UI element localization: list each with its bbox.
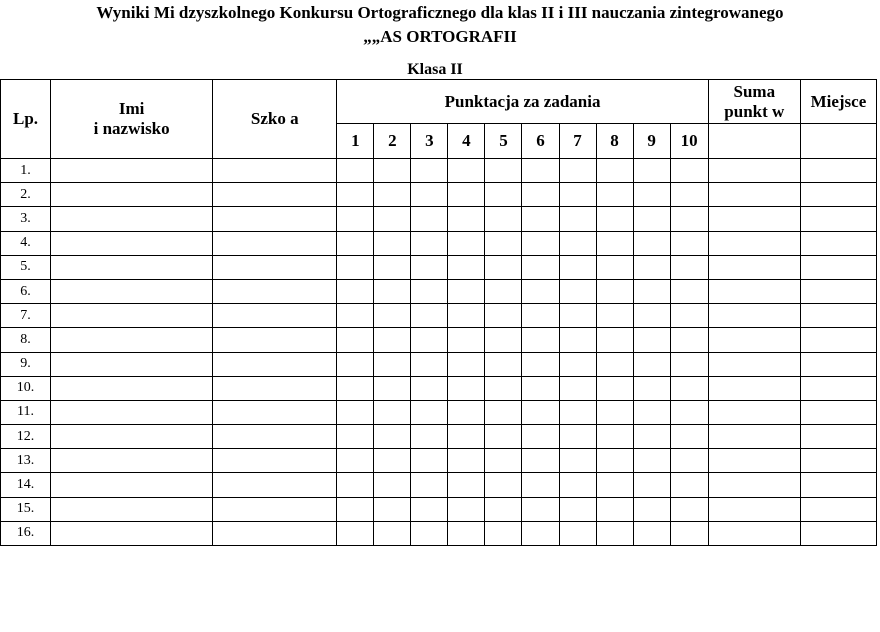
score-cell-task-1[interactable] [337,207,374,231]
sum-cell[interactable] [708,279,800,303]
score-cell-task-1[interactable] [337,231,374,255]
score-cell-task-3[interactable] [411,304,448,328]
score-cell-task-1[interactable] [337,352,374,376]
score-cell-task-2[interactable] [374,352,411,376]
score-cell-task-7[interactable] [559,159,596,183]
table-row [1,304,877,328]
sum-cell[interactable] [708,183,800,207]
score-cell-task-1[interactable] [337,159,374,183]
score-cell-task-10[interactable] [670,497,708,521]
row-number: 6. [1,279,51,303]
school-cell[interactable] [213,159,337,183]
score-cell-task-10[interactable] [670,400,708,424]
score-cell-task-9[interactable] [633,255,670,279]
score-cell-task-6[interactable] [522,183,559,207]
score-cell-task-4[interactable] [448,279,485,303]
score-cell-task-5[interactable] [485,352,522,376]
row-number: 13. [1,449,51,473]
place-cell[interactable] [800,231,876,255]
score-cell-task-5[interactable] [485,497,522,521]
score-cell-task-5[interactable] [485,376,522,400]
school-cell[interactable] [213,425,337,449]
row-number: 7. [1,304,51,328]
sum-cell[interactable] [708,521,800,545]
score-cell-task-5[interactable] [485,521,522,545]
school-cell[interactable] [213,400,337,424]
score-cell-task-5[interactable] [485,473,522,497]
place-cell[interactable] [800,304,876,328]
score-cell-task-10[interactable] [670,207,708,231]
score-cell-task-8[interactable] [596,207,633,231]
sum-cell[interactable] [708,207,800,231]
score-cell-task-3[interactable] [411,449,448,473]
score-cell-task-10[interactable] [670,328,708,352]
sum-cell[interactable] [708,497,800,521]
score-cell-task-7[interactable] [559,473,596,497]
table-row [1,255,877,279]
school-cell[interactable] [213,376,337,400]
score-cell-task-10[interactable] [670,255,708,279]
score-cell-task-5[interactable] [485,425,522,449]
table-row [1,279,877,303]
score-cell-task-2[interactable] [374,304,411,328]
score-cell-task-10[interactable] [670,352,708,376]
score-cell-task-3[interactable] [411,279,448,303]
score-cell-task-2[interactable] [374,279,411,303]
score-cell-task-4[interactable] [448,183,485,207]
name-cell[interactable] [51,400,213,424]
row-number: 9. [1,352,51,376]
score-cell-task-6[interactable] [522,449,559,473]
score-cell-task-3[interactable] [411,497,448,521]
score-cell-task-1[interactable] [337,255,374,279]
score-cell-task-9[interactable] [633,231,670,255]
score-cell-task-2[interactable] [374,497,411,521]
row-number: 8. [1,328,51,352]
table-row [1,207,877,231]
header-task-1: 1 [337,124,374,159]
sum-subheader-cell [708,124,800,159]
score-cell-task-7[interactable] [559,183,596,207]
name-cell[interactable] [51,376,213,400]
place-cell[interactable] [800,521,876,545]
score-cell-task-6[interactable] [522,279,559,303]
score-cell-task-2[interactable] [374,473,411,497]
score-cell-task-7[interactable] [559,231,596,255]
score-cell-task-8[interactable] [596,279,633,303]
score-cell-task-5[interactable] [485,207,522,231]
score-cell-task-9[interactable] [633,304,670,328]
place-cell[interactable] [800,497,876,521]
score-cell-task-5[interactable] [485,304,522,328]
score-cell-task-10[interactable] [670,425,708,449]
score-cell-task-4[interactable] [448,352,485,376]
score-cell-task-7[interactable] [559,400,596,424]
score-cell-task-2[interactable] [374,521,411,545]
row-number: 1. [1,159,51,183]
place-subheader-cell [800,124,876,159]
score-cell-task-4[interactable] [448,376,485,400]
score-cell-task-2[interactable] [374,449,411,473]
place-cell[interactable] [800,473,876,497]
score-cell-task-7[interactable] [559,255,596,279]
header-task-4: 4 [448,124,485,159]
name-cell[interactable] [51,352,213,376]
score-cell-task-2[interactable] [374,376,411,400]
score-cell-task-7[interactable] [559,328,596,352]
section-title: Klasa II [407,61,463,78]
place-cell[interactable] [800,400,876,424]
score-cell-task-6[interactable] [522,473,559,497]
table-row [1,425,877,449]
name-cell[interactable] [51,231,213,255]
score-cell-task-3[interactable] [411,328,448,352]
score-cell-task-10[interactable] [670,521,708,545]
score-cell-task-2[interactable] [374,207,411,231]
header-place: Miejsce [800,80,876,124]
score-cell-task-7[interactable] [559,449,596,473]
header-task-9: 9 [633,124,670,159]
header-sum-line1: Suma [733,81,776,101]
sum-cell[interactable] [708,159,800,183]
score-cell-task-9[interactable] [633,449,670,473]
row-number: 4. [1,231,51,255]
score-cell-task-6[interactable] [522,521,559,545]
score-cell-task-9[interactable] [633,183,670,207]
header-task-8: 8 [596,124,633,159]
score-cell-task-3[interactable] [411,255,448,279]
score-cell-task-6[interactable] [522,376,559,400]
score-cell-task-2[interactable] [374,231,411,255]
score-cell-task-4[interactable] [448,231,485,255]
score-cell-task-8[interactable] [596,425,633,449]
score-cell-task-9[interactable] [633,328,670,352]
score-cell-task-9[interactable] [633,497,670,521]
header-lp: Lp. [1,80,51,159]
sum-cell[interactable] [708,376,800,400]
score-cell-task-5[interactable] [485,279,522,303]
table-row [1,183,877,207]
row-number: 14. [1,473,51,497]
score-cell-task-8[interactable] [596,304,633,328]
score-cell-task-5[interactable] [485,183,522,207]
header-task-3: 3 [411,124,448,159]
score-cell-task-4[interactable] [448,497,485,521]
school-cell[interactable] [213,231,337,255]
score-cell-task-8[interactable] [596,159,633,183]
score-cell-task-4[interactable] [448,159,485,183]
score-cell-task-9[interactable] [633,279,670,303]
score-cell-task-6[interactable] [522,255,559,279]
score-cell-task-9[interactable] [633,207,670,231]
score-cell-task-3[interactable] [411,159,448,183]
table-row [1,159,877,183]
score-cell-task-5[interactable] [485,159,522,183]
score-cell-task-10[interactable] [670,473,708,497]
results-table [0,79,877,546]
score-cell-task-5[interactable] [485,328,522,352]
score-cell-task-8[interactable] [596,376,633,400]
header-sum [708,80,800,124]
score-cell-task-8[interactable] [596,352,633,376]
score-cell-task-1[interactable] [337,183,374,207]
score-cell-task-6[interactable] [522,425,559,449]
sum-cell[interactable] [708,352,800,376]
place-cell[interactable] [800,352,876,376]
score-cell-task-8[interactable] [596,255,633,279]
score-cell-task-1[interactable] [337,497,374,521]
place-cell[interactable] [800,183,876,207]
name-cell[interactable] [51,183,213,207]
score-cell-task-3[interactable] [411,400,448,424]
score-cell-task-3[interactable] [411,183,448,207]
score-cell-task-7[interactable] [559,352,596,376]
score-cell-task-6[interactable] [522,497,559,521]
score-cell-task-9[interactable] [633,473,670,497]
score-cell-task-3[interactable] [411,425,448,449]
score-cell-task-4[interactable] [448,400,485,424]
score-cell-task-8[interactable] [596,497,633,521]
row-number: 2. [1,183,51,207]
header-sum-line2: punkt w [724,101,785,121]
name-cell[interactable] [51,255,213,279]
row-number: 16. [1,521,51,545]
school-cell[interactable] [213,352,337,376]
score-cell-task-6[interactable] [522,231,559,255]
row-number: 5. [1,255,51,279]
score-cell-task-1[interactable] [337,400,374,424]
score-cell-task-8[interactable] [596,449,633,473]
table-row [1,376,877,400]
sum-cell[interactable] [708,231,800,255]
score-cell-task-10[interactable] [670,231,708,255]
school-cell[interactable] [213,279,337,303]
school-cell[interactable] [213,304,337,328]
header-task-10: 10 [670,124,708,159]
score-cell-task-7[interactable] [559,521,596,545]
school-cell[interactable] [213,328,337,352]
score-cell-task-3[interactable] [411,231,448,255]
score-cell-task-6[interactable] [522,400,559,424]
row-number: 3. [1,207,51,231]
name-cell[interactable] [51,521,213,545]
name-cell[interactable] [51,473,213,497]
school-cell[interactable] [213,183,337,207]
sum-cell[interactable] [708,255,800,279]
sum-cell[interactable] [708,449,800,473]
score-cell-task-7[interactable] [559,304,596,328]
header-task-5: 5 [485,124,522,159]
score-cell-task-4[interactable] [448,255,485,279]
name-cell[interactable] [51,425,213,449]
score-cell-task-1[interactable] [337,279,374,303]
sum-cell[interactable] [708,304,800,328]
school-cell[interactable] [213,449,337,473]
header-task-6: 6 [522,124,559,159]
score-cell-task-2[interactable] [374,183,411,207]
score-cell-task-2[interactable] [374,425,411,449]
score-cell-task-8[interactable] [596,521,633,545]
score-cell-task-10[interactable] [670,376,708,400]
score-cell-task-6[interactable] [522,352,559,376]
score-cell-task-9[interactable] [633,521,670,545]
score-cell-task-10[interactable] [670,449,708,473]
place-cell[interactable] [800,159,876,183]
name-cell[interactable] [51,328,213,352]
score-cell-task-1[interactable] [337,521,374,545]
score-cell-task-2[interactable] [374,400,411,424]
score-cell-task-3[interactable] [411,352,448,376]
header-name-line2: i nazwisko [93,119,170,138]
row-number: 15. [1,497,51,521]
place-cell[interactable] [800,328,876,352]
score-cell-task-8[interactable] [596,231,633,255]
score-cell-task-1[interactable] [337,449,374,473]
score-cell-task-5[interactable] [485,449,522,473]
score-cell-task-8[interactable] [596,328,633,352]
place-cell[interactable] [800,255,876,279]
score-cell-task-10[interactable] [670,279,708,303]
header-scores-group: Punktacja za zadania [337,80,708,124]
score-cell-task-1[interactable] [337,425,374,449]
score-cell-task-2[interactable] [374,328,411,352]
school-cell[interactable] [213,521,337,545]
score-cell-task-4[interactable] [448,304,485,328]
table-row [1,521,877,545]
score-cell-task-9[interactable] [633,352,670,376]
score-cell-task-7[interactable] [559,279,596,303]
table-row [1,400,877,424]
score-cell-task-5[interactable] [485,231,522,255]
score-cell-task-6[interactable] [522,207,559,231]
score-cell-task-5[interactable] [485,255,522,279]
score-cell-task-2[interactable] [374,255,411,279]
score-cell-task-4[interactable] [448,328,485,352]
score-cell-task-7[interactable] [559,376,596,400]
table-row [1,449,877,473]
name-cell[interactable] [51,304,213,328]
name-cell[interactable] [51,207,213,231]
score-cell-task-4[interactable] [448,207,485,231]
place-cell[interactable] [800,425,876,449]
score-cell-task-10[interactable] [670,159,708,183]
sum-cell[interactable] [708,473,800,497]
score-cell-task-1[interactable] [337,328,374,352]
score-cell-task-7[interactable] [559,207,596,231]
row-number: 12. [1,425,51,449]
header-name-line1: Imi [118,99,145,118]
score-cell-task-9[interactable] [633,376,670,400]
school-cell[interactable] [213,255,337,279]
score-cell-task-2[interactable] [374,159,411,183]
name-cell[interactable] [51,497,213,521]
score-cell-task-5[interactable] [485,400,522,424]
score-cell-task-3[interactable] [411,473,448,497]
score-cell-task-10[interactable] [670,304,708,328]
header-name [51,80,213,159]
header-task-7: 7 [559,124,596,159]
score-cell-task-9[interactable] [633,425,670,449]
score-cell-task-1[interactable] [337,376,374,400]
name-cell[interactable] [51,449,213,473]
score-cell-task-6[interactable] [522,159,559,183]
sum-cell[interactable] [708,425,800,449]
sum-cell[interactable] [708,328,800,352]
score-cell-task-3[interactable] [411,207,448,231]
place-cell[interactable] [800,449,876,473]
header-school: Szko a [213,80,337,159]
score-cell-task-7[interactable] [559,497,596,521]
score-cell-task-10[interactable] [670,183,708,207]
school-cell[interactable] [213,497,337,521]
place-cell[interactable] [800,279,876,303]
table-row [1,328,877,352]
score-cell-task-7[interactable] [559,425,596,449]
school-cell[interactable] [213,207,337,231]
table-row [1,231,877,255]
score-cell-task-4[interactable] [448,473,485,497]
score-cell-task-6[interactable] [522,328,559,352]
name-cell[interactable] [51,279,213,303]
contest-name: „„AS ORTOGRAFII [363,27,517,46]
score-cell-task-8[interactable] [596,183,633,207]
table-row [1,352,877,376]
score-cell-task-8[interactable] [596,473,633,497]
row-number: 10. [1,376,51,400]
score-cell-task-8[interactable] [596,400,633,424]
table-row [1,497,877,521]
score-cell-task-3[interactable] [411,521,448,545]
school-cell[interactable] [213,473,337,497]
score-cell-task-4[interactable] [448,521,485,545]
score-cell-task-6[interactable] [522,304,559,328]
place-cell[interactable] [800,207,876,231]
place-cell[interactable] [800,376,876,400]
score-cell-task-1[interactable] [337,473,374,497]
results-body [1,159,877,546]
header-task-2: 2 [374,124,411,159]
score-cell-task-9[interactable] [633,400,670,424]
document-title: Wyniki Mi dzyszkolnego Konkursu Ortograficznego dla klas II i III nauczania zintegrowanego [96,3,784,22]
score-cell-task-9[interactable] [633,159,670,183]
score-cell-task-4[interactable] [448,425,485,449]
sum-cell[interactable] [708,400,800,424]
table-row [1,473,877,497]
score-cell-task-4[interactable] [448,449,485,473]
name-cell[interactable] [51,159,213,183]
score-cell-task-3[interactable] [411,376,448,400]
row-number: 11. [1,400,51,424]
score-cell-task-1[interactable] [337,304,374,328]
